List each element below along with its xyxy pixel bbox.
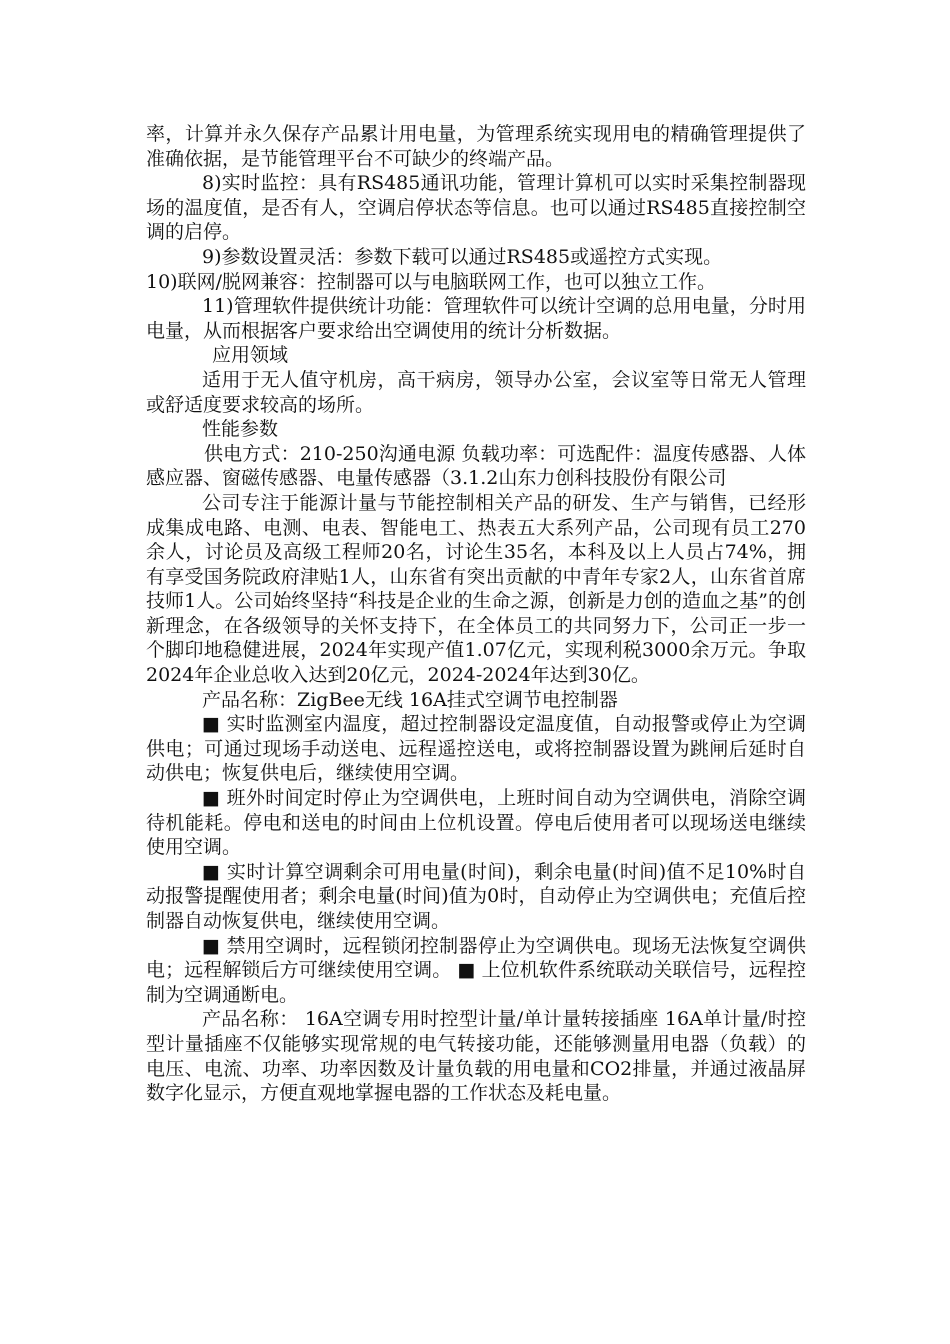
paragraph-feature-11-statistics: 11)管理软件提供统计功能：管理软件可以统计空调的总用电量，分时用电量，从而根据客户要求给出空调使用的统计分析数据。 bbox=[146, 295, 806, 342]
paragraph-feature-10-network: 10)联网/脱网兼容：控制器可以与电脑联网工作，也可以独立工作。 bbox=[146, 270, 716, 293]
paragraph-product-2: 产品名称： 16A空调专用时控型计量/单计量转接插座 16A单计量/时控型计量插座不仅能够实现常规的电气转接功能，还能够测量用电器（负载）的电压、电流、功率、功率因数及计量负载的用电量和CO2排量，并通过液晶屏数字化显示，方便直观地掌握电器的工作状态及耗电量。 bbox=[146, 1008, 806, 1105]
paragraph-product-1-bullet-3: ■ 实时计算空调剩余可用电量(时间)，剩余电量(时间)值不足10%时自动报警提醒使用者；剩余电量(时间)值为0时，自动停止为空调供电；充值后控制器自动恢复供电，继续使用空调。 bbox=[146, 860, 806, 932]
paragraph-product-1-name: 产品名称：ZigBee无线 16A挂式空调节电控制器 bbox=[202, 688, 618, 711]
paragraph-product-1-bullet-4: ■ 禁用空调时，远程锁闭控制器停止为空调供电。现场无法恢复空调供电；远程解锁后方可继续使用空调。 ■ 上位机软件系统联动关联信号，远程控制为空调通断电。 bbox=[146, 934, 806, 1006]
paragraph-feature-9-parameters: 9)参数设置灵活：参数下载可以通过RS485或遥控方式实现。 bbox=[202, 245, 723, 268]
document-page bbox=[146, 122, 806, 1106]
heading-performance: 性能参数 bbox=[202, 418, 279, 441]
paragraph-continuation: 率，计算并永久保存产品累计用电量，为管理系统实现用电的精确管理提供了准确依据，是节能管理平台不可缺少的终端产品。 bbox=[146, 123, 806, 170]
paragraph-feature-8-monitoring: 8)实时监控：具有RS485通讯功能，管理计算机可以实时采集控制器现场的温度值，是否有人，空调启停状态等信息。也可以通过RS485直接控制空调的启停。 bbox=[146, 172, 806, 244]
paragraph-performance: 供电方式：210-250沟通电源 负载功率：可选配件：温度传感器、人体感应器、窗磁传感器、电量传感器（3.1.2山东力创科技股份有限公司 bbox=[146, 442, 806, 490]
paragraph-company: 公司专注于能源计量与节能控制相关产品的研发、生产与销售，已经形成集成电路、电测、电表、智能电工、热表五大系列产品，公司现有员工270余人，讨论员及高级工程师20名，讨论生35名，本科及以上人员占74%，拥有享受国务院政府津贴1人，山东省有突出贡献的中青年专家2人，山东省首席技师1人。公司始终坚持“科技是企业的生命之源，创新是力创的造血之基”的创新理念，在各级领导的关怀支持下，在全体员工的共同努力下，公司正一步一个脚印地稳健进展，2024年实现产值1.07亿元，实现利税3000余万元。争取2024年企业总收入达到20亿元，2024-2024年达到30亿。 bbox=[146, 491, 806, 687]
paragraph-product-1-bullet-2: ■ 班外时间定时停止为空调供电，上班时间自动为空调供电，消除空调待机能耗。停电和送电的时间由上位机设置。停电后使用者可以现场送电继续使用空调。 bbox=[146, 787, 806, 859]
paragraph-application: 适用于无人值守机房，高干病房，领导办公室，会议室等日常无人管理或舒适度要求较高的场所。 bbox=[146, 368, 806, 416]
heading-application: 应用领域 bbox=[212, 344, 289, 367]
paragraph-product-1-bullet-1: ■ 实时监测室内温度，超过控制器设定温度值，自动报警或停止为空调供电；可通过现场手动送电、远程遥控送电，或将控制器设置为跳闸后延时自动供电；恢复供电后，继续使用空调。 bbox=[146, 713, 806, 785]
